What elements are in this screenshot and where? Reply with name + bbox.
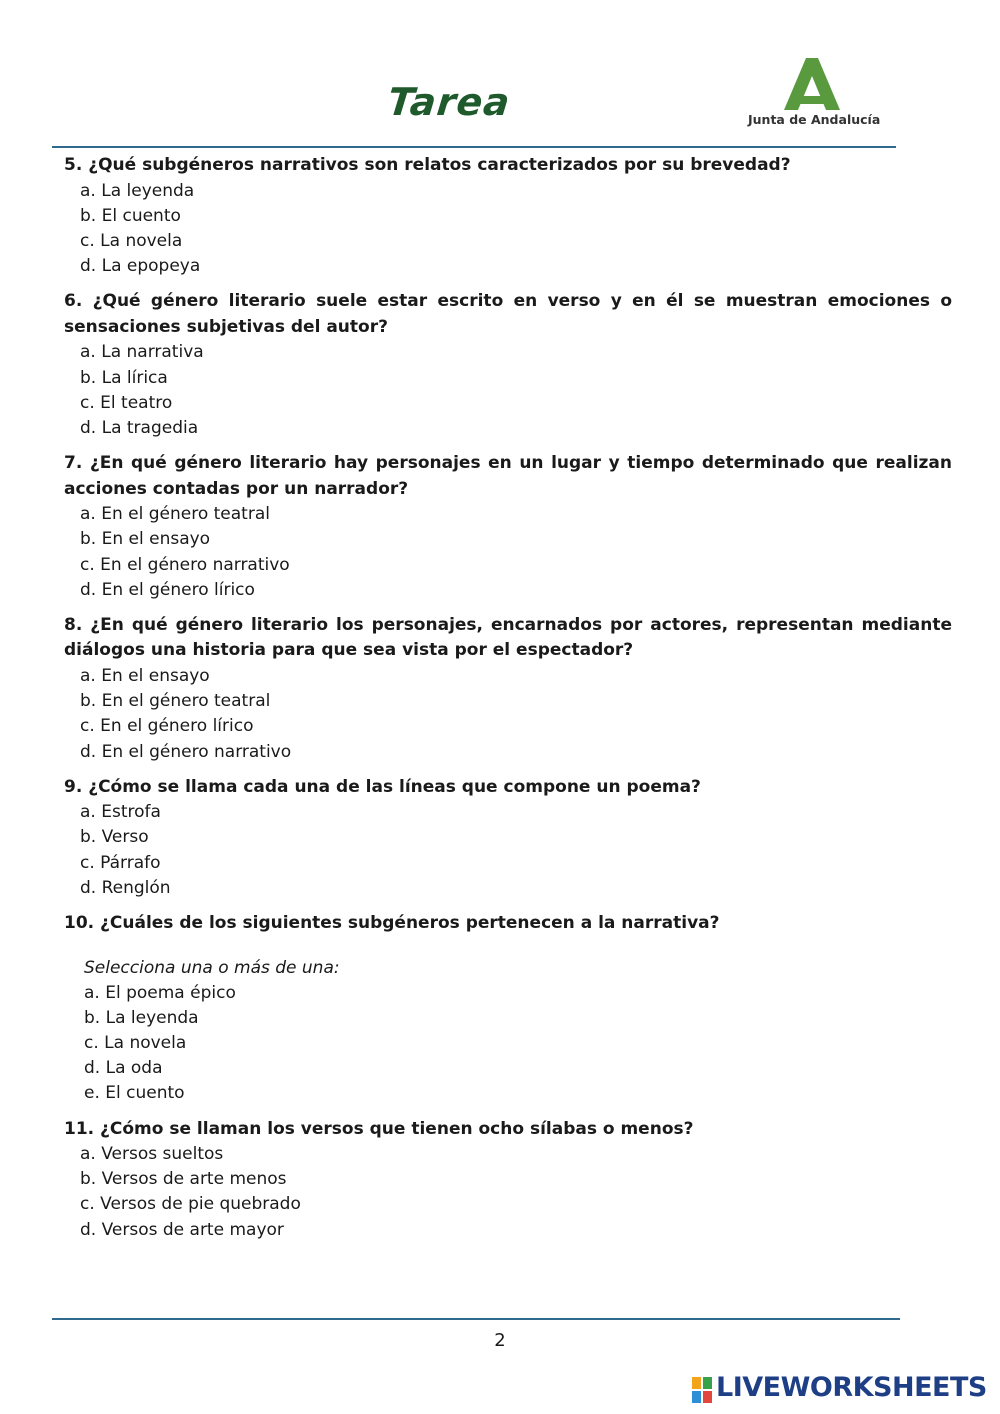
option[interactable]: c. Versos de pie quebrado (80, 1194, 301, 1215)
option[interactable]: a. La narrativa (80, 342, 204, 363)
question-text: 11. ¿Cómo se llaman los versos que tienen ocho sílabas o menos? (64, 1118, 694, 1139)
option[interactable]: c. Párrafo (80, 852, 161, 873)
option[interactable]: d. Renglón (80, 877, 171, 898)
instruction-text: Selecciona una o más de una: (84, 957, 340, 978)
option[interactable]: a. El poema épico (84, 982, 236, 1003)
option[interactable]: b. En el género teatral (80, 691, 271, 712)
question-text: 6. ¿Qué género literario suele estar escrito en verso y en él se muestran emociones o sensaciones subjetivas del autor? (64, 291, 952, 337)
question-list (64, 153, 952, 1253)
option[interactable]: a. Versos sueltos (80, 1144, 224, 1165)
question-8 (64, 613, 952, 765)
option[interactable]: d. La oda (84, 1058, 163, 1079)
option-list (64, 981, 952, 1107)
option[interactable]: c. En el género lírico (80, 716, 254, 737)
option[interactable]: a. La leyenda (80, 180, 195, 201)
option[interactable]: c. En el género narrativo (80, 554, 290, 575)
junta-logo-icon (782, 56, 842, 112)
option[interactable]: c. La novela (84, 1032, 187, 1053)
question-text: 9. ¿Cómo se llama cada una de las líneas que compone un poema? (64, 776, 701, 797)
junta-de-andalucia-logo (748, 56, 881, 132)
logo-text: Junta de Andalucía (748, 112, 881, 127)
option[interactable]: d. En el género narrativo (80, 741, 292, 762)
option[interactable]: d. La tragedia (80, 417, 199, 438)
liveworksheets-badge-icon (692, 1377, 712, 1403)
option[interactable]: d. La epopeya (80, 256, 201, 277)
option[interactable]: e. El cuento (84, 1083, 185, 1104)
footer-divider (52, 1318, 900, 1320)
option[interactable]: d. En el género lírico (80, 579, 255, 600)
question-text: 10. ¿Cuáles de los siguientes subgéneros pertenecen a la narrativa? (64, 913, 720, 934)
option-list (64, 1142, 952, 1243)
question-text: 8. ¿En qué género literario los personajes, encarnados por actores, representan mediante diálogos una historia para que sea vista por el espectador? (64, 614, 952, 661)
question-text: 5. ¿Qué subgéneros narrativos son relatos caracterizados por su brevedad? (64, 155, 791, 175)
option[interactable]: d. Versos de arte mayor (80, 1219, 284, 1240)
option[interactable]: b. La leyenda (84, 1007, 199, 1028)
option[interactable]: c. El teatro (80, 392, 173, 413)
question-11 (64, 1117, 952, 1243)
liveworksheets-brand: LIVEWORKSHEETS (716, 1372, 987, 1403)
question-9 (64, 775, 952, 901)
page-title: Tarea (385, 80, 513, 124)
option[interactable]: c. La novela (80, 230, 183, 251)
option[interactable]: b. La lírica (80, 367, 168, 388)
option-list (64, 340, 952, 441)
question-text: 7. ¿En qué género literario hay personajes en un lugar y tiempo determinado que realizan acciones contadas por un narrador? (64, 453, 952, 499)
page-number: 2 (494, 1330, 506, 1351)
option[interactable]: a. En el ensayo (80, 665, 210, 686)
option[interactable]: b. En el ensayo (80, 529, 211, 550)
option[interactable]: b. Verso (80, 827, 149, 848)
question-5 (64, 153, 952, 279)
option[interactable]: a. En el género teatral (80, 504, 270, 525)
question-7 (64, 451, 952, 603)
option[interactable]: b. El cuento (80, 205, 181, 226)
header-divider (52, 146, 896, 148)
option-list (64, 502, 952, 603)
option-list (64, 664, 952, 765)
question-10 (64, 911, 952, 1107)
option-list (64, 800, 952, 901)
option-list (64, 179, 952, 280)
option[interactable]: a. Estrofa (80, 802, 161, 823)
option[interactable]: b. Versos de arte menos (80, 1169, 287, 1190)
question-6 (64, 289, 952, 441)
